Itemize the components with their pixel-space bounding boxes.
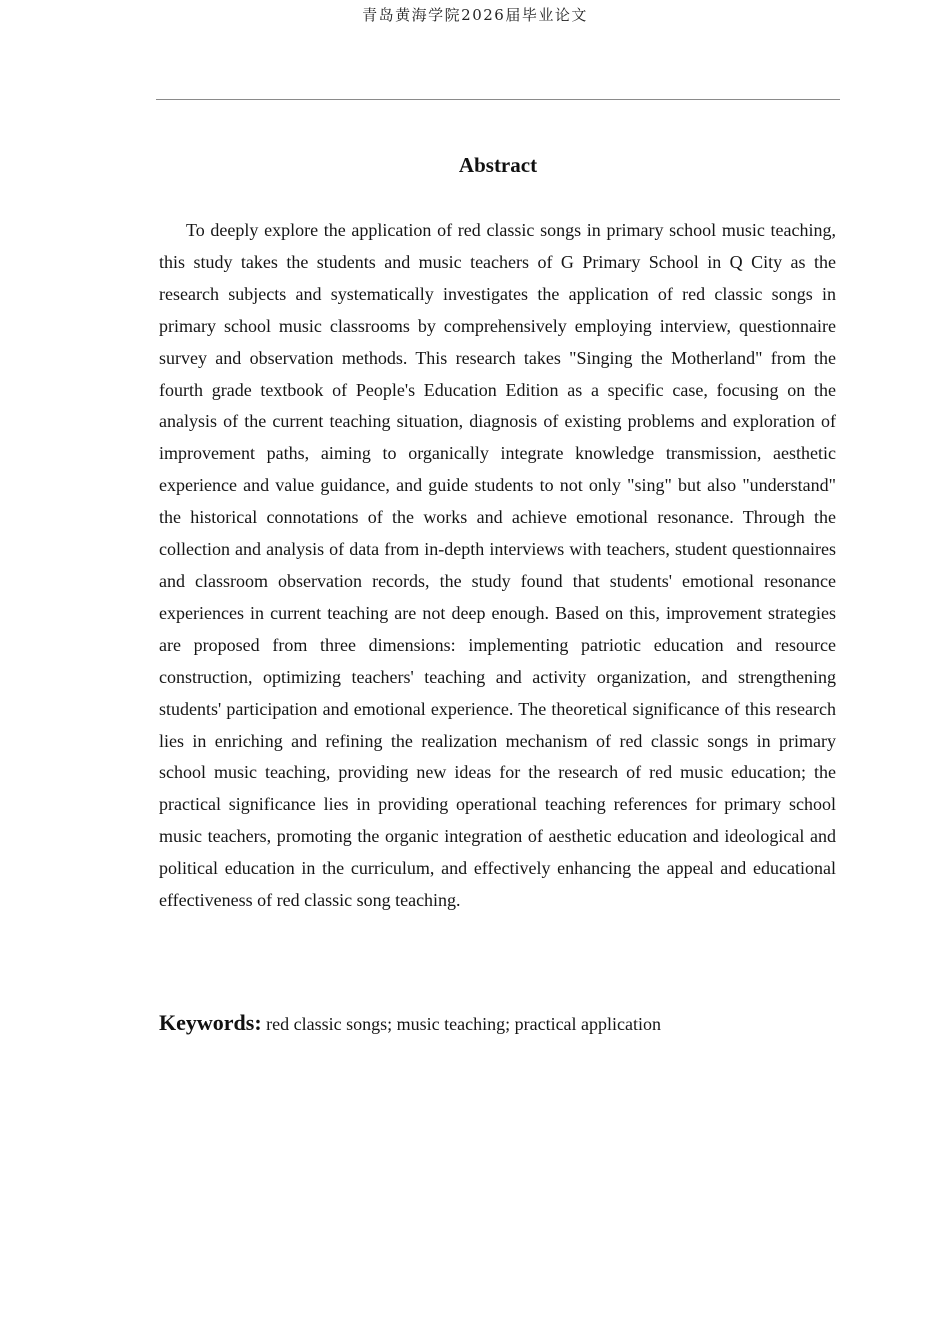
abstract-title: Abstract: [458, 153, 538, 177]
keywords-text: red classic songs; music teaching; practical application: [266, 1014, 662, 1034]
keywords-label: Keywords:: [159, 1010, 262, 1035]
abstract-body: To deeply explore the application of red classic songs in primary school music teaching, this study takes the students and music teachers of G Primary School in Q City as the research subjects and systematically investigates the application of red classic songs in primary school music classrooms by comprehensively employing interview, questionnaire survey and observation methods. This research takes "Singing the Motherland" from the fourth grade textbook of People's Education Edition as a specific case, focusing on the analysis of the current teaching situation, diagnosis of existing problems and exploration of improvement paths, aiming to organically integrate knowledge transmission, aesthetic experience and value guidance, and guide students to not only "sing" but also "understand" the historical connotations of the works and achieve emotional resonance. Through the collection and analysis of data from in-depth interviews with teachers, student questionnaires and classroom observation records, the study found that students' emotional resonance experiences in current teaching are not deep enough. Based on this, improvement strategies are proposed from three dimensions: implementing patriotic education and resource construction, optimizing teachers' teaching and activity organization, and strengthening students' participation and emotional experience. The theoretical significance of this research lies in enriching and refining the realization mechanism of red classic songs in primary school music teaching, providing new ideas for the research of red music education; the practical significance lies in providing operational teaching references for primary school music teachers, promoting the organic integration of aesthetic education and ideological and political education in the curriculum, and effectively enhancing the appeal and educational effectiveness of red classic song teaching.: [159, 220, 836, 911]
header-divider: [156, 99, 840, 100]
keywords-line: [159, 1008, 836, 1039]
running-header: 青岛黄海学院2026届毕业论文: [362, 6, 588, 24]
